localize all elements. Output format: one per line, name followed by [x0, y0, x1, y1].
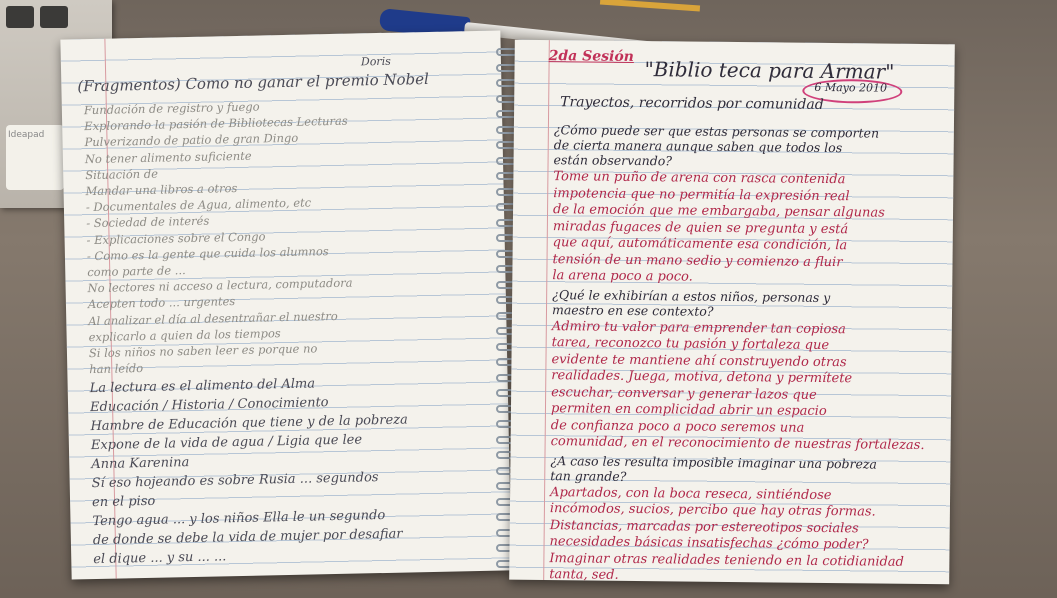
handwritten-line: Apartados, con la boca reseca, sintiéndose [550, 484, 832, 503]
handwritten-line: evidente te mantiene ahí construyendo otras [551, 351, 847, 370]
handwritten-line: No tener alimento suficiente [84, 148, 252, 166]
handwritten-line: tensión de un mano sedio y comienzo a fluir [552, 251, 843, 270]
handwritten-line: Situación de [85, 166, 159, 182]
right-page-title: "Biblio teca para Armar" [644, 57, 895, 84]
handwritten-line: Distancias, marcadas por estereotipos sociales [549, 517, 859, 536]
laptop-key [40, 6, 68, 28]
handwritten-line: en el piso [91, 493, 156, 511]
laptop-brand: Ideapad [8, 130, 45, 140]
handwritten-line: ¿Cómo puede ser que estas personas se comporten [553, 122, 880, 141]
handwritten-line: Explorando la pasión de Bibliotecas Lecturas [84, 113, 348, 134]
handwritten-line: necesidades básicas insatisfechas ¿cómo poder? [549, 534, 869, 553]
handwritten-line: Tome un puño de arena con rasca contenida [553, 169, 846, 188]
laptop-key [6, 6, 34, 28]
handwritten-line: Admiro tu valor para emprender tan copiosa [551, 318, 846, 337]
handwritten-line: tanta, sed. [549, 567, 619, 583]
handwritten-line: maestro en ese contexto? [551, 301, 714, 319]
notebook-left-page [60, 30, 511, 579]
right-page-subtitle: Trayectos, recorridos por comunidad [560, 94, 824, 113]
handwritten-line: La lectura es el alimento del Alma [89, 376, 316, 397]
handwritten-line: ¿A caso les resulta imposible imaginar una pobreza [550, 452, 878, 472]
handwritten-line: de cierta manera aunque saben que todos los [553, 137, 843, 156]
handwritten-line: explicarlo a quien da los tiempos [88, 325, 281, 344]
handwritten-line: Educación / Historia / Conocimiento [89, 395, 329, 416]
handwritten-line: están observando? [553, 152, 673, 169]
handwritten-line: Anna Karenina [91, 455, 190, 473]
notebook-right-page [509, 40, 955, 585]
handwritten-line: tan grande? [550, 467, 627, 484]
handwritten-line: la arena poco a poco. [552, 268, 693, 285]
handwritten-line: Fundación de registro y fuego [83, 99, 260, 118]
handwritten-line: incómodos, sucios, percibo que hay otras formas. [549, 501, 876, 520]
handwritten-line: Si los niños no saben leer es porque no [88, 341, 318, 361]
handwritten-line: tarea, reconozco tu pasión y fortaleza que [551, 335, 830, 354]
handwritten-line: de donde se debe la vida de mujer por desafiar [92, 526, 403, 549]
handwritten-line: de confianza poco a poco seremos una [550, 417, 805, 436]
handwritten-line: escuchar, conversar y generar lazos que [551, 384, 817, 403]
handwritten-line: el dique ... y su ... ... [93, 549, 227, 568]
handwritten-line: Acepten todo ... urgentes [87, 294, 236, 312]
session-label: 2da Sesión [548, 48, 634, 65]
handwritten-line: realidades. Juega, motiva, detona y permítete [551, 368, 853, 387]
handwritten-line: - Documentales de Agua, alimento, etc [85, 195, 312, 215]
left-page-heading: (Fragmentos) Como no ganar el premio Nobel [77, 69, 430, 96]
handwritten-line: impotencia que no permitía la expresión real [553, 185, 850, 204]
handwritten-line: han leído [89, 361, 144, 377]
handwritten-line: miradas fugaces de quien se pregunta y está [552, 218, 849, 237]
handwritten-line: Imaginar otras realidades teniendo en la cotidianidad [549, 550, 905, 570]
handwritten-line: permiten en complicidad abrir un espacio [550, 401, 827, 419]
handwritten-line: Pulverizando de patio de gran Dingo [84, 131, 299, 150]
handwritten-line: comunidad, en el reconocimiento de nuestras fortalezas. [550, 434, 925, 454]
handwritten-line: Hambre de Educación que tiene y de la pobreza [90, 412, 408, 435]
left-page-author: Doris [360, 54, 391, 69]
handwritten-line: No lectores ni acceso a lectura, computadora [87, 275, 353, 296]
handwritten-line: Al analizar el día al desentrañar el nuestro [88, 308, 338, 328]
handwritten-line: Expone de la vida de agua / Ligia que lee [90, 432, 363, 454]
handwritten-line: de la emoción que me embargaba, pensar algunas [552, 202, 885, 221]
handwritten-line: que aquí, automáticamente esa condición, la [552, 235, 848, 254]
handwritten-line: - Como es la gente que cuida los alumnos [86, 243, 329, 263]
handwritten-line: ¿Qué le exhibirían a estos niños, personas y [552, 286, 831, 305]
handwritten-line: Mandar una libros a otros [85, 180, 238, 199]
pencil [600, 0, 700, 11]
handwritten-line: como parte de ... [87, 263, 186, 280]
handwritten-line: - Sociedad de interés [86, 213, 210, 231]
handwritten-line: Sí eso hojeando es sobre Rusia ... segundos [91, 470, 379, 492]
handwritten-line: Tengo agua ... y los niños Ella le un segundo [92, 507, 386, 530]
handwritten-line: - Explicaciones sobre el Congo [86, 229, 266, 247]
right-page-date: 6 Mayo 2010 [814, 80, 888, 95]
